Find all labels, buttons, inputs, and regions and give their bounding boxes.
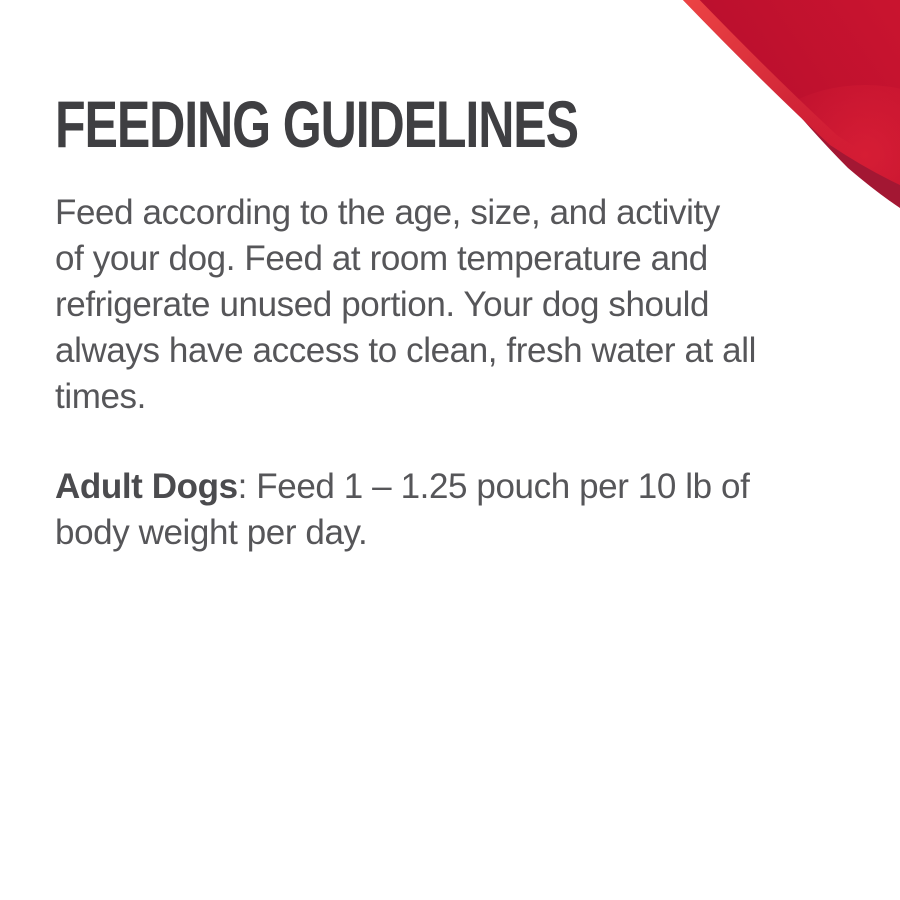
adult-dogs-label: Adult Dogs — [55, 467, 238, 506]
red-swoosh-decoration — [650, 0, 900, 220]
adult-dogs-instruction: : Feed 1 – 1.25 pouch per 10 lb of — [237, 467, 750, 506]
page-title: FEEDING GUIDELINES — [55, 87, 578, 161]
intro-line-4: always have access to clean, fresh water at all — [55, 331, 756, 370]
intro-line-5: times. — [55, 377, 146, 416]
intro-line-3: refrigerate unused portion. Your dog should — [55, 285, 710, 324]
intro-line-1: Feed according to the age, size, and activity — [55, 193, 720, 232]
swoosh-glow — [755, 85, 900, 220]
adult-dogs-paragraph — [55, 464, 749, 556]
intro-line-2: of your dog. Feed at room temperature and — [55, 239, 708, 278]
adult-dogs-line-1 — [55, 464, 749, 510]
adult-dogs-line-2: body weight per day. — [55, 513, 368, 552]
intro-paragraph — [55, 190, 756, 420]
